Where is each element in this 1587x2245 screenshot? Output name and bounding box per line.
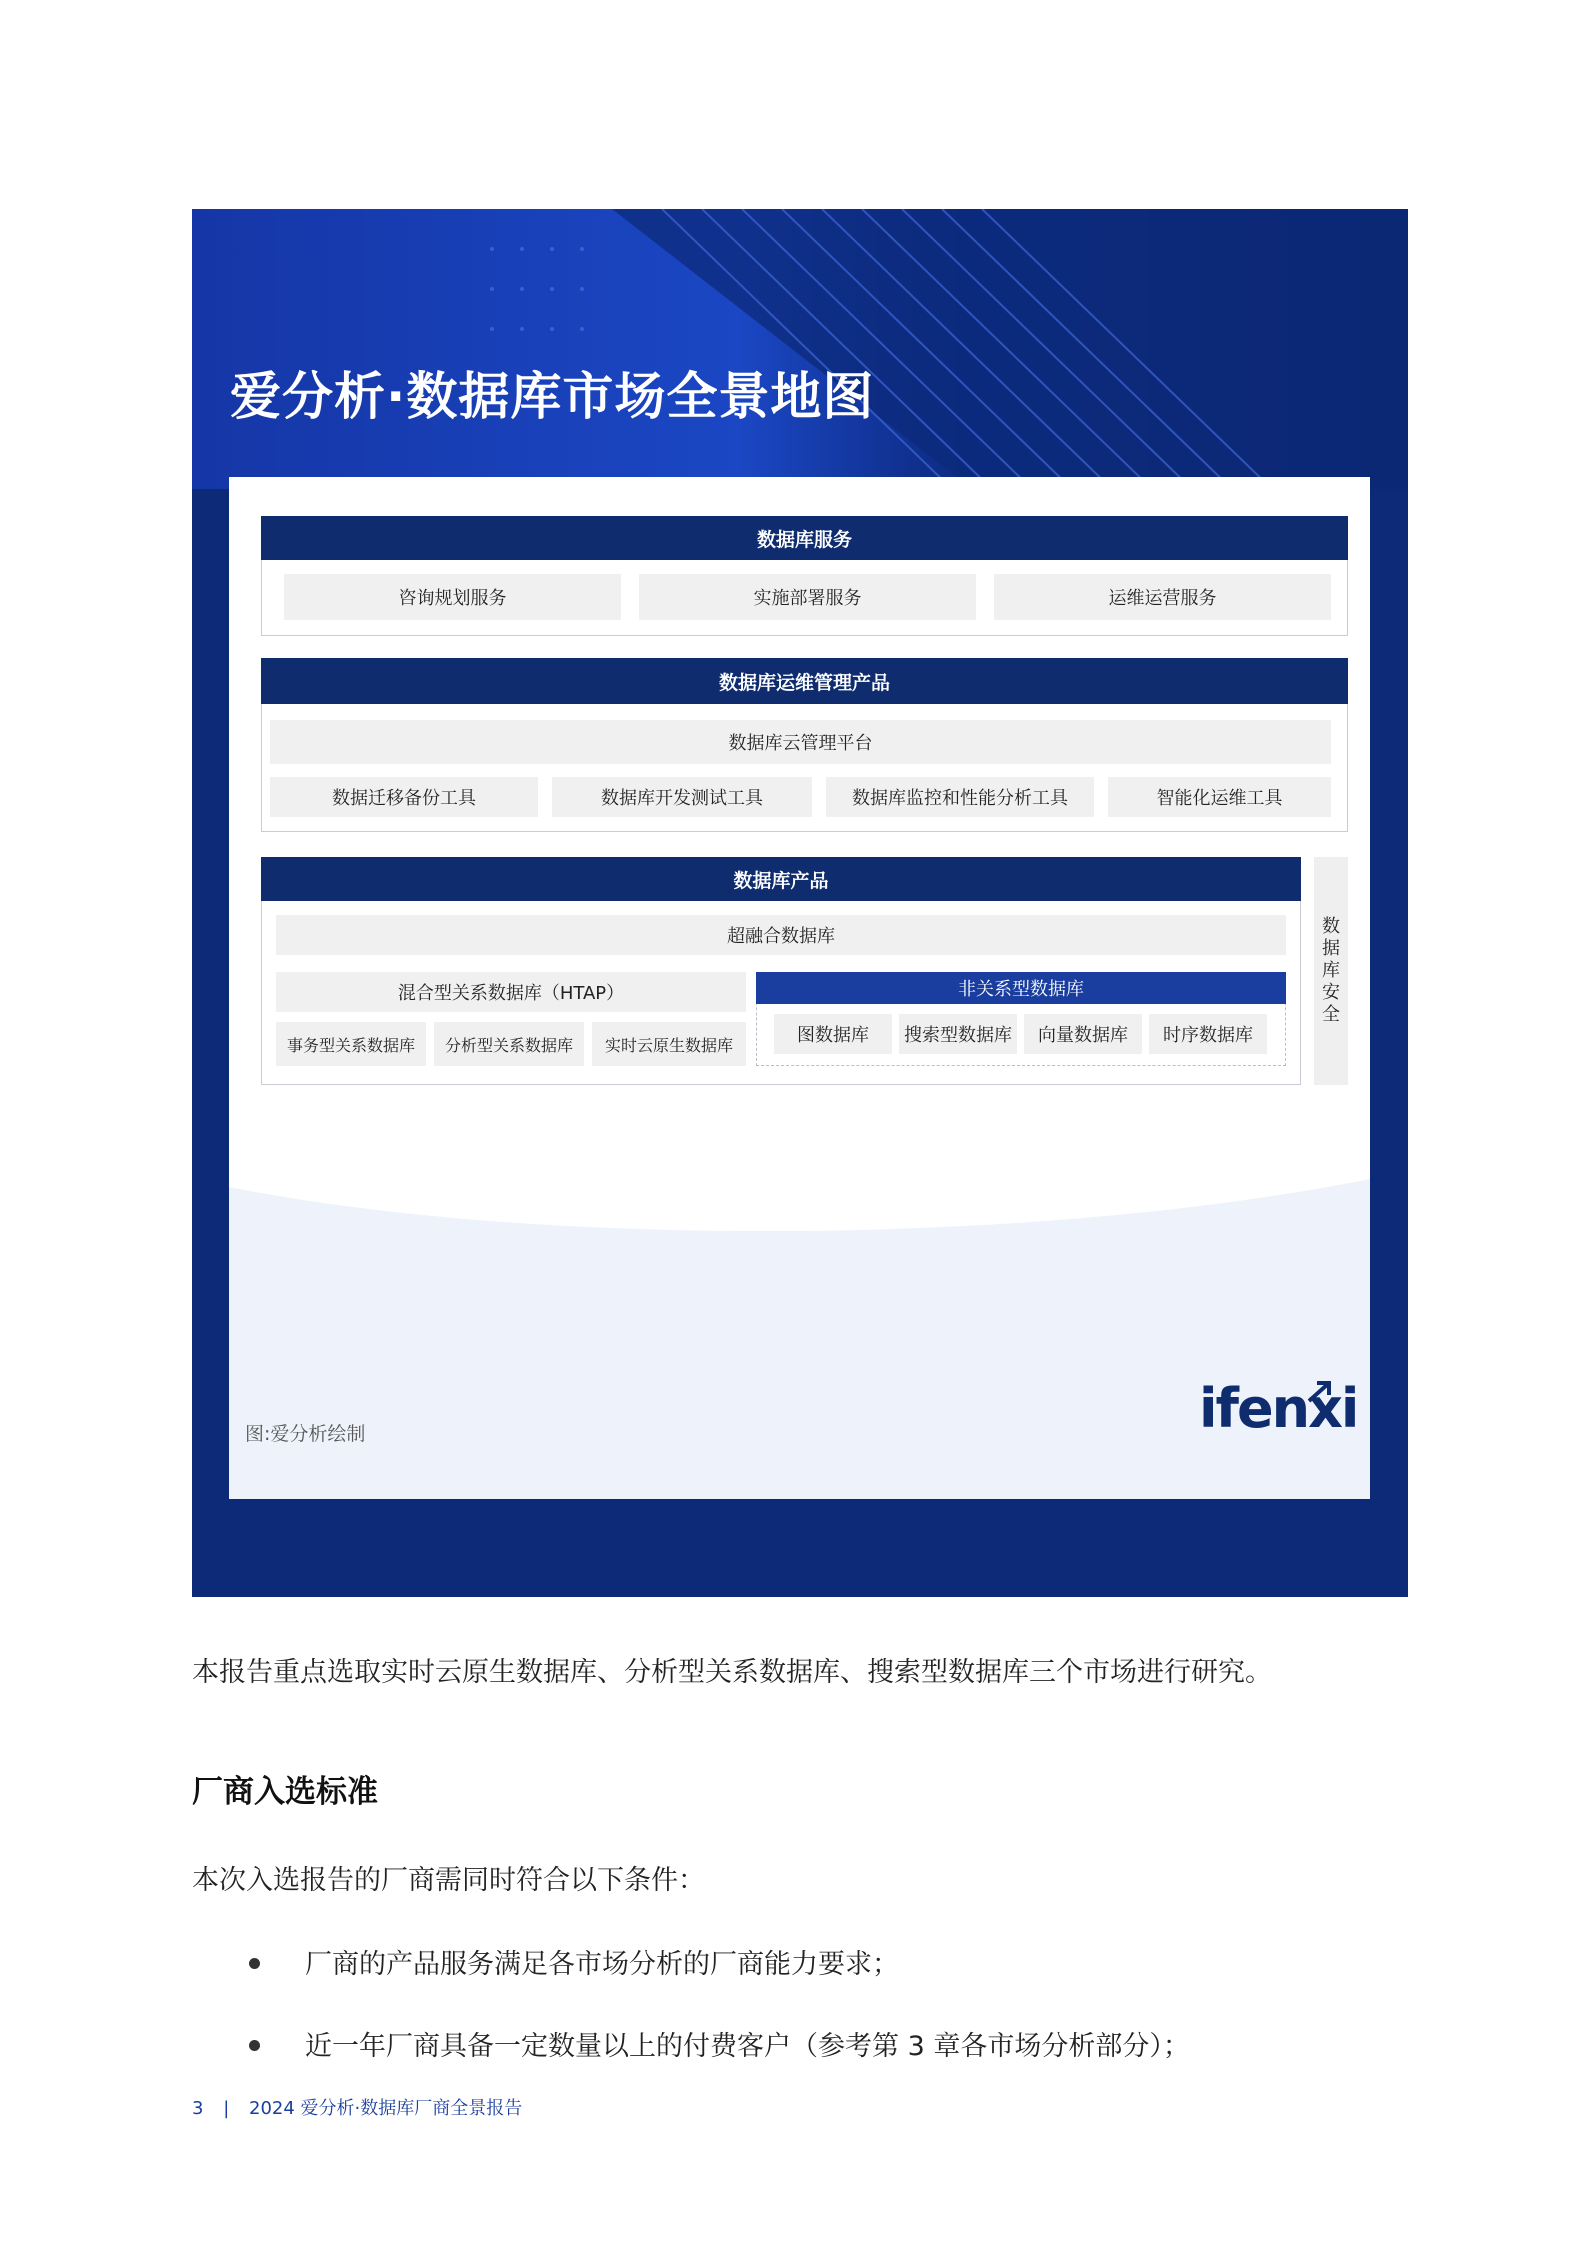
security-char: 据: [1322, 938, 1340, 959]
security-char: 全: [1322, 1004, 1340, 1025]
report-title: 2024 爱分析·数据库厂商全景报告: [249, 2098, 523, 2119]
relational-db-item: 实时云原生数据库: [592, 1022, 746, 1066]
ops-products-header: 数据库运维管理产品: [261, 658, 1348, 704]
database-security-bar: [1314, 857, 1348, 1085]
relational-db-item: 事务型关系数据库: [276, 1022, 426, 1066]
security-char: 安: [1322, 982, 1340, 1003]
market-map-panel: [229, 477, 1370, 1499]
panel-wave-background: [229, 1177, 1370, 1499]
non-relational-db-item: 图数据库: [774, 1014, 892, 1054]
section-heading: 厂商入选标准: [192, 1774, 378, 1810]
security-char: 数: [1322, 916, 1340, 937]
non-relational-db-item: 搜索型数据库: [899, 1014, 1017, 1054]
ops-tool-item: 智能化运维工具: [1108, 777, 1331, 817]
ops-tool-item: 数据库开发测试工具: [552, 777, 812, 817]
bullet-dot: [249, 1958, 260, 1969]
bullet-item: 厂商的产品服务满足各市场分析的厂商能力要求；: [305, 1949, 899, 1980]
service-item: 咨询规划服务: [284, 574, 621, 620]
market-map-figure: [192, 209, 1408, 1597]
ifenxi-logo: [1199, 1377, 1358, 1447]
non-relational-db-item: 时序数据库: [1149, 1014, 1267, 1054]
ops-tool-item: 数据库监控和性能分析工具: [826, 777, 1094, 817]
htap-db: 混合型关系数据库（HTAP）: [276, 972, 746, 1012]
service-item: 实施部署服务: [639, 574, 976, 620]
security-char: 库: [1322, 960, 1340, 981]
ops-tool-item: 数据迁移备份工具: [270, 777, 538, 817]
figure-caption: 图:爱分析绘制: [245, 1423, 366, 1445]
bullet-item: 近一年厂商具备一定数量以上的付费客户（参考第 3 章各市场分析部分）；: [305, 2031, 1190, 2062]
hero-background: [192, 209, 1408, 489]
lead-paragraph: 本次入选报告的厂商需同时符合以下条件：: [192, 1865, 705, 1896]
page-number: 3: [192, 2098, 204, 2119]
intro-paragraph: 本报告重点选取实时云原生数据库、分析型关系数据库、搜索型数据库三个市场进行研究。: [192, 1657, 1272, 1688]
services-header: 数据库服务: [261, 516, 1348, 560]
cloud-management-platform: 数据库云管理平台: [270, 720, 1331, 764]
logo-text: ifenxi: [1199, 1377, 1358, 1440]
relational-db-item: 分析型关系数据库: [434, 1022, 584, 1066]
db-products-header: 数据库产品: [261, 857, 1301, 901]
figure-title: 爱分析·数据库市场全景地图: [230, 368, 875, 427]
non-relational-header: 非关系型数据库: [756, 972, 1286, 1004]
service-item: 运维运营服务: [994, 574, 1331, 620]
bullet-dot: [249, 2040, 260, 2051]
page-footer: [192, 2094, 522, 2120]
logo-arrow-icon: [1307, 1381, 1333, 1403]
non-relational-db-item: 向量数据库: [1024, 1014, 1142, 1054]
footer-separator: |: [223, 2098, 230, 2119]
hyper-converged-db: 超融合数据库: [276, 915, 1286, 955]
